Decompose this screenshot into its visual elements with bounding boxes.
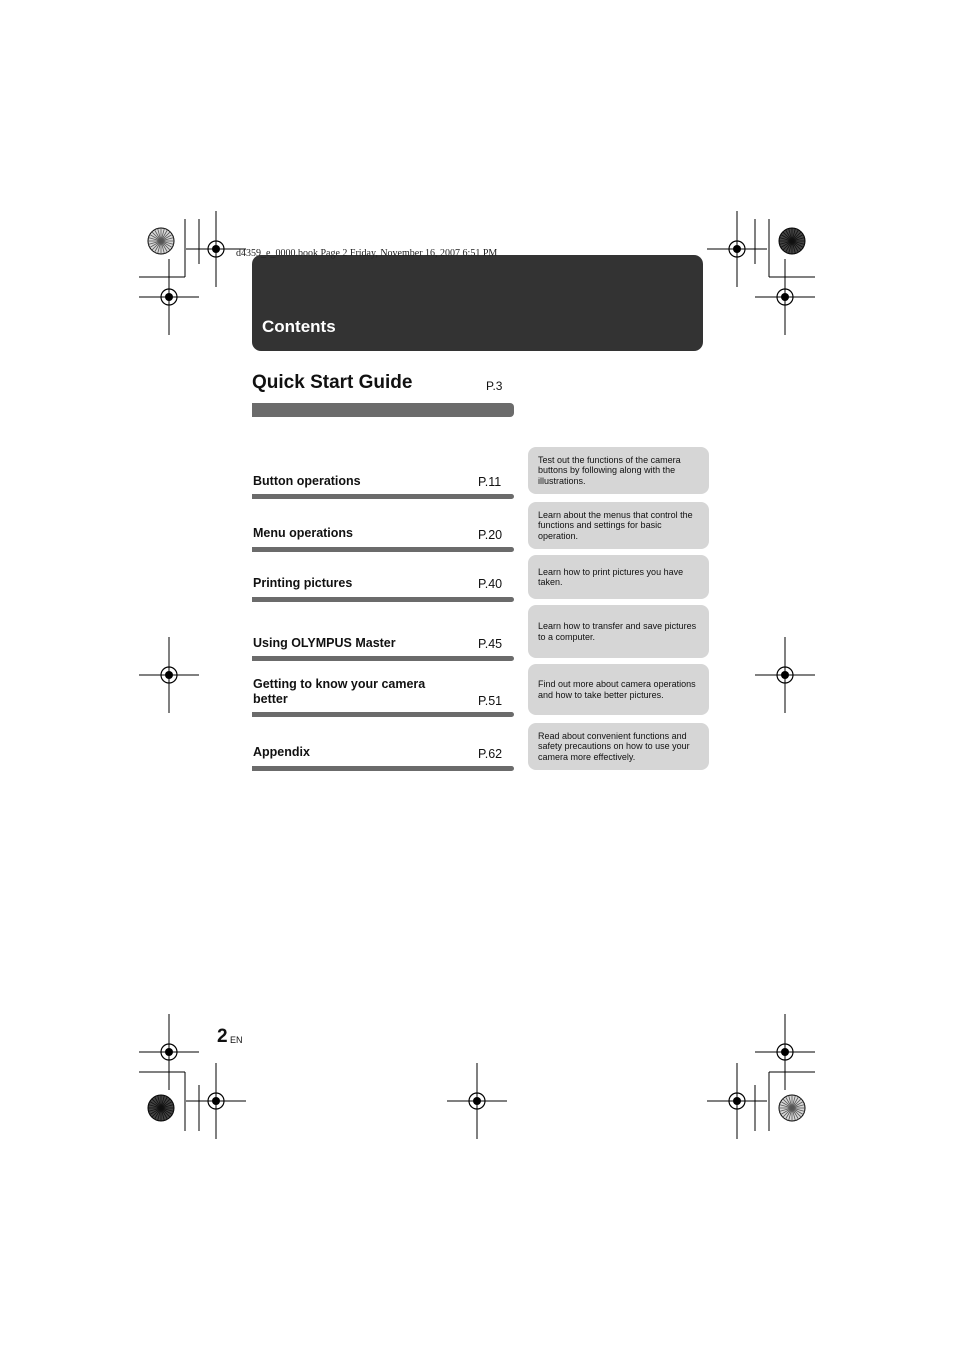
registration-mark-icon bbox=[781, 671, 789, 679]
toc-page-button-operations[interactable]: P.11 bbox=[478, 475, 502, 489]
toc-bar bbox=[252, 766, 514, 771]
toc-page-using-olympus-master[interactable]: P.45 bbox=[478, 637, 503, 651]
registration-mark-icon bbox=[165, 671, 173, 679]
toc-page-menu-operations[interactable]: P.20 bbox=[478, 528, 503, 542]
toc-description: Test out the functions of the camera buttons by following along with the illustrations. bbox=[538, 454, 681, 486]
registration-mark-icon bbox=[212, 1097, 220, 1105]
registration-mark-icon bbox=[733, 1097, 741, 1105]
page-language: EN bbox=[230, 1035, 243, 1045]
toc-description-box bbox=[528, 723, 709, 770]
toc-description: Learn how to print pictures you have taken. bbox=[538, 566, 684, 587]
toc-bar bbox=[252, 712, 514, 717]
toc-bar bbox=[252, 597, 514, 602]
page-title: Contents bbox=[262, 317, 336, 336]
toc-description-box bbox=[528, 605, 709, 658]
toc-label-printing-pictures[interactable]: Printing pictures bbox=[253, 576, 353, 590]
registration-mark-icon bbox=[473, 1097, 481, 1105]
print-info-line: d4359_e_0000.book Page 2 Friday, November 16, 2007 6:51 PM bbox=[236, 248, 498, 259]
registration-mark-icon bbox=[165, 293, 173, 301]
toc-label-using-olympus-master[interactable]: Using OLYMPUS Master bbox=[253, 636, 396, 650]
toc-description: Read about convenient functions and safety precautions on how to use your camera more effectively. bbox=[538, 730, 690, 762]
toc-label-appendix[interactable]: Appendix bbox=[253, 745, 310, 759]
quick-start-guide-title: Quick Start Guide bbox=[252, 372, 413, 393]
toc-page-appendix[interactable]: P.62 bbox=[478, 747, 503, 761]
toc-label-button-operations[interactable]: Button operations bbox=[253, 474, 361, 488]
toc-page-getting-to-know-your-camera[interactable]: P.51 bbox=[478, 694, 503, 708]
registration-mark-icon bbox=[781, 293, 789, 301]
toc-description-box bbox=[528, 502, 709, 549]
toc-description: Learn about the menus that control the functions and settings for basic operation. bbox=[538, 509, 693, 541]
toc-description: Learn how to transfer and save pictures to a computer. bbox=[538, 621, 697, 642]
toc-description: Find out more about camera operations and how to take better pictures. bbox=[538, 679, 696, 700]
toc-page-printing-pictures[interactable]: P.40 bbox=[478, 577, 503, 591]
toc-label-menu-operations[interactable]: Menu operations bbox=[253, 526, 354, 540]
toc-description-box bbox=[528, 447, 709, 494]
registration-mark-icon bbox=[781, 1048, 789, 1056]
page-number: 2 bbox=[217, 1026, 227, 1047]
registration-mark-icon bbox=[165, 1048, 173, 1056]
registration-mark-icon bbox=[212, 245, 220, 253]
toc-label-getting-to-know-your-camera[interactable]: Getting to know your camera better bbox=[253, 677, 426, 706]
toc-description-box bbox=[528, 555, 709, 599]
quick-start-guide-page: P.3 bbox=[486, 379, 503, 393]
toc-description-box bbox=[528, 664, 709, 715]
toc-bar bbox=[252, 547, 514, 552]
quick-start-guide-bar bbox=[252, 403, 514, 417]
toc-bar bbox=[252, 494, 514, 499]
registration-mark-icon bbox=[733, 245, 741, 253]
toc-bar bbox=[252, 656, 514, 661]
